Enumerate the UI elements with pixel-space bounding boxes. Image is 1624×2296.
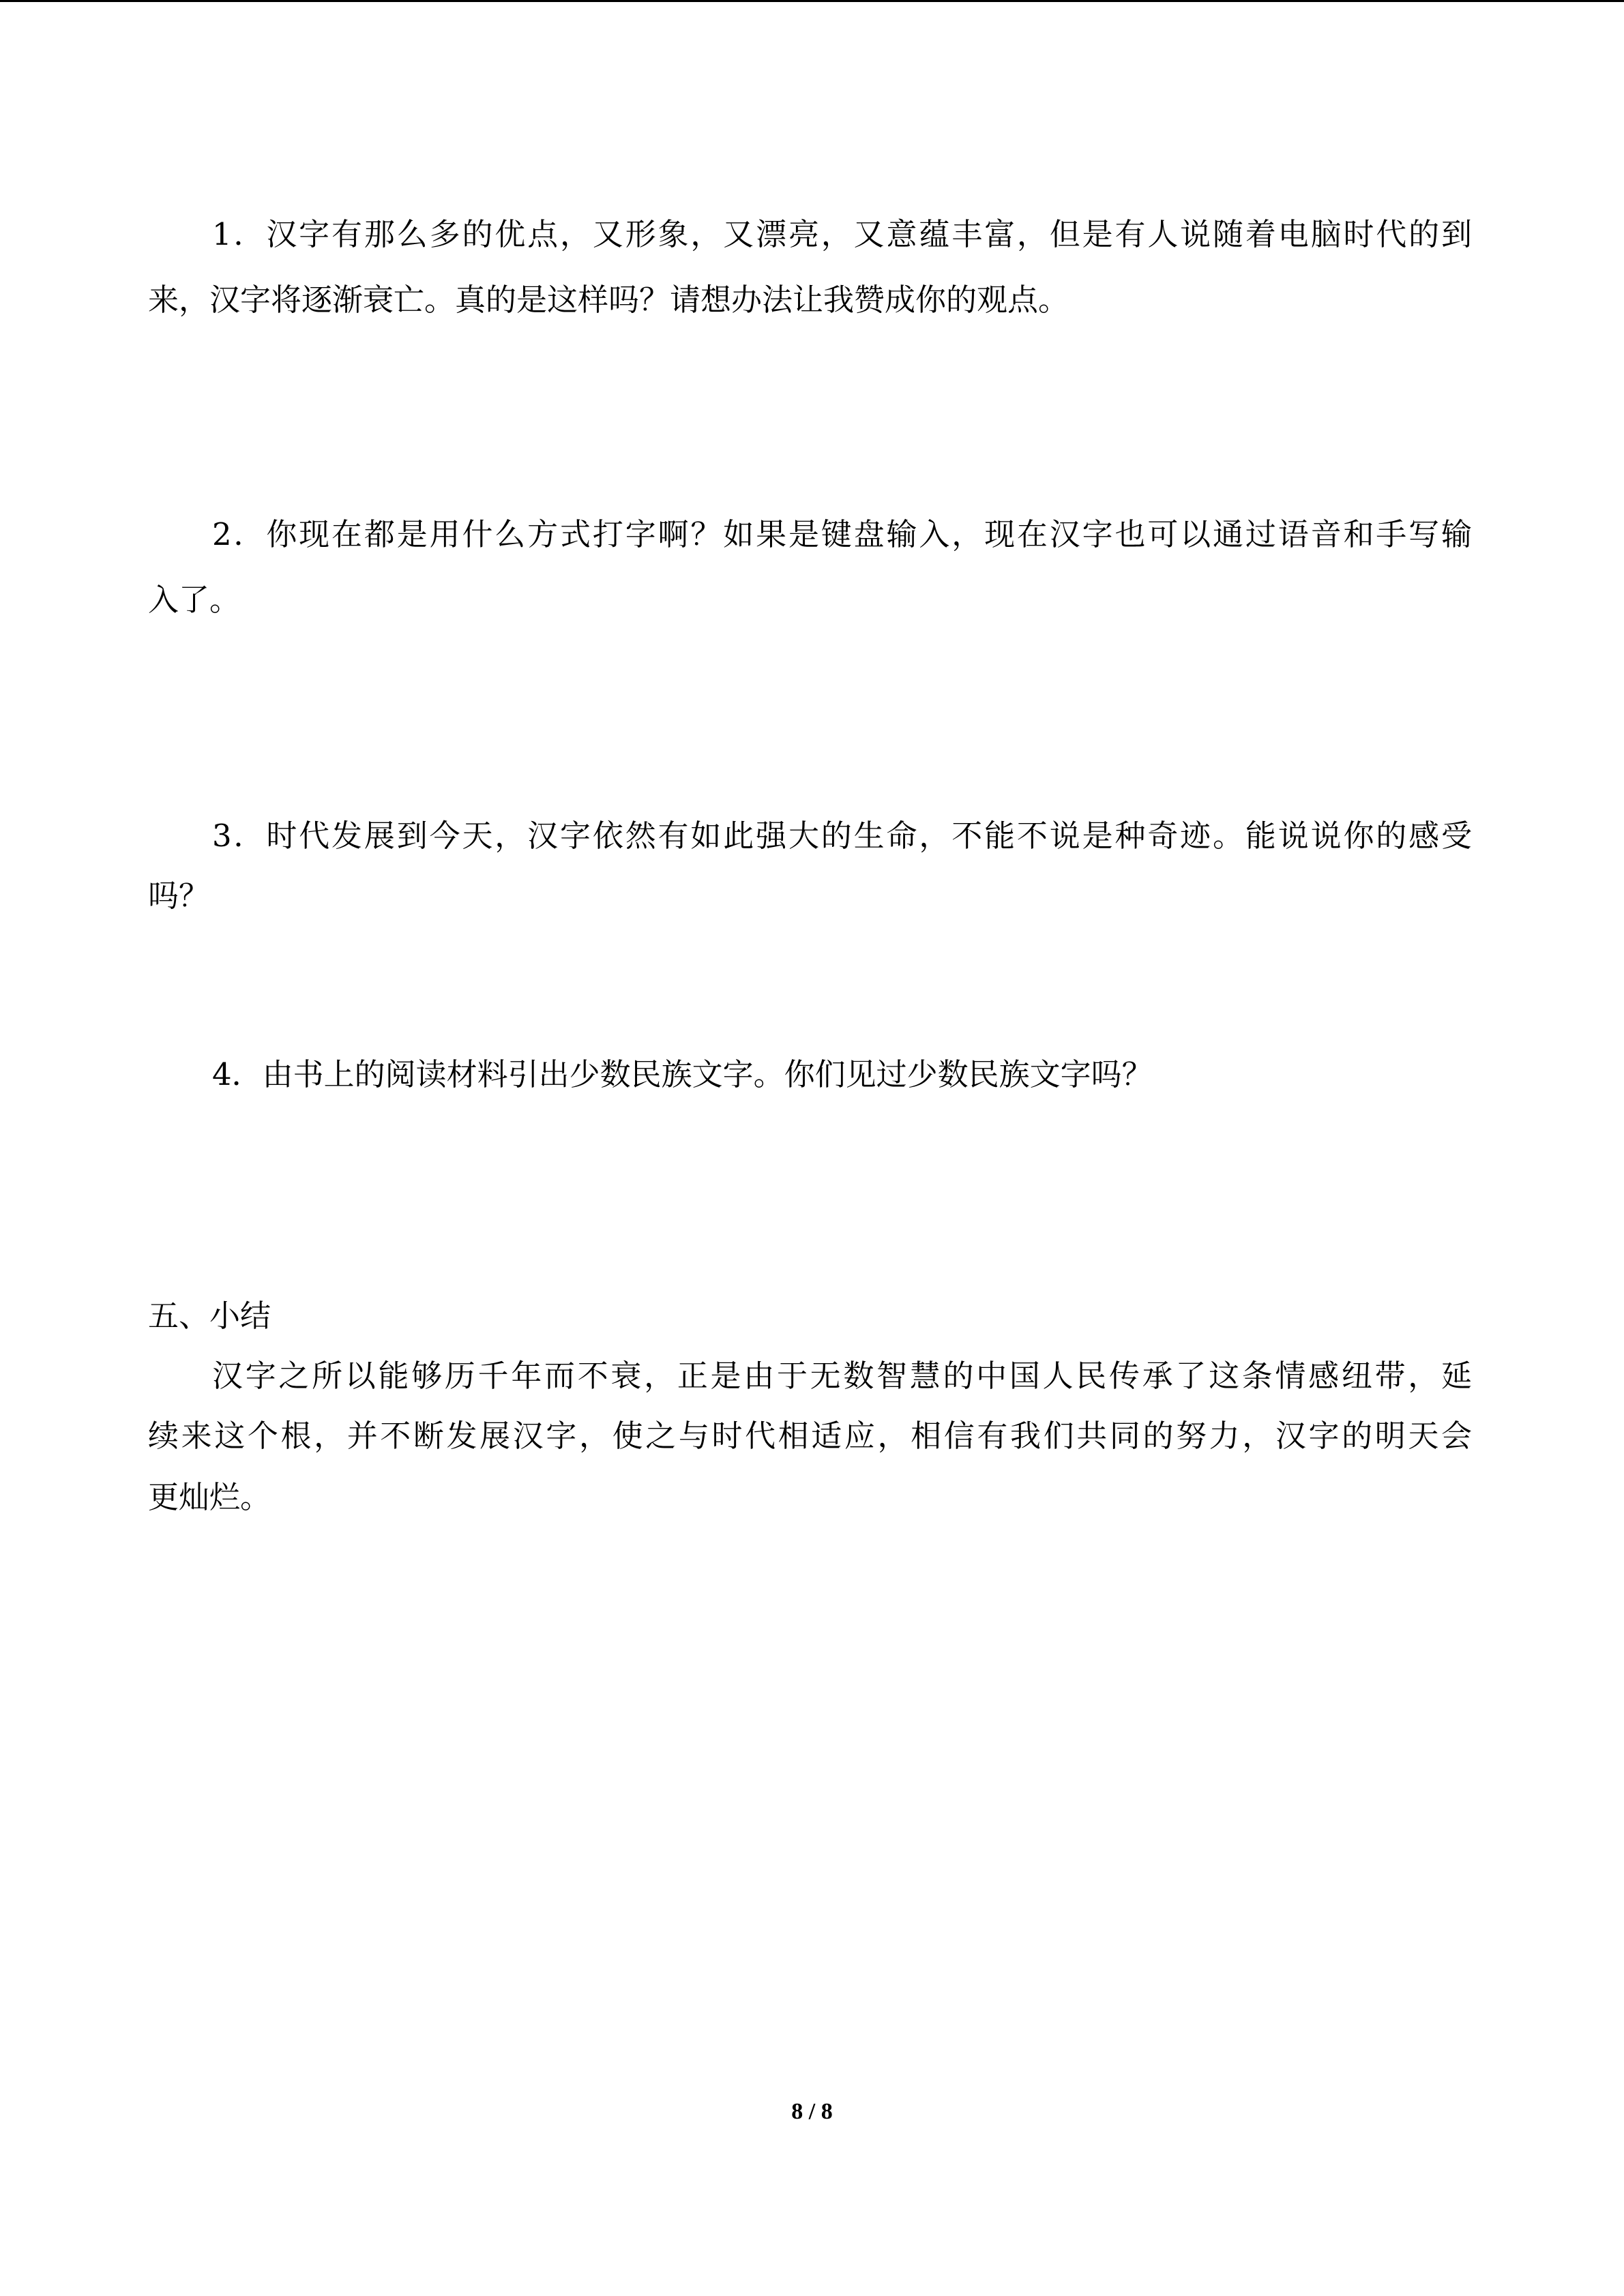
summary-line-1: 汉字之所以能够历千年而不衰，正是由于无数智慧的中国人民传承了这条情感纽带，延 [212, 1358, 1472, 1394]
question-1-line-2: 来，汉字将逐渐衰亡。真的是这样吗？请想办法让我赞成你的观点。 [148, 282, 1069, 318]
question-2-line-1: 2．你现在都是用什么方式打字啊？如果是键盘输入，现在汉字也可以通过语音和手写输 [212, 516, 1472, 552]
page-top-border [0, 0, 1624, 2]
question-1-line-1: 1．汉字有那么多的优点，又形象，又漂亮，又意蕴丰富，但是有人说随着电脑时代的到 [212, 216, 1472, 252]
question-3-line-2: 吗？ [148, 878, 210, 914]
summary-line-3: 更灿烂。 [148, 1479, 271, 1515]
summary-line-2: 续来这个根，并不断发展汉字，使之与时代相适应，相信有我们共同的努力，汉字的明天会 [148, 1418, 1472, 1454]
page-number: 8 / 8 [791, 2099, 833, 2124]
question-3-line-1: 3．时代发展到今天，汉字依然有如此强大的生命，不能不说是种奇迹。能说说你的感受 [212, 818, 1472, 854]
question-2-line-2: 入了。 [148, 582, 241, 618]
summary-heading: 五、小结 [148, 1298, 271, 1334]
question-4-line-1: 4．由书上的阅读材料引出少数民族文字。你们见过少数民族文字吗？ [212, 1056, 1153, 1092]
